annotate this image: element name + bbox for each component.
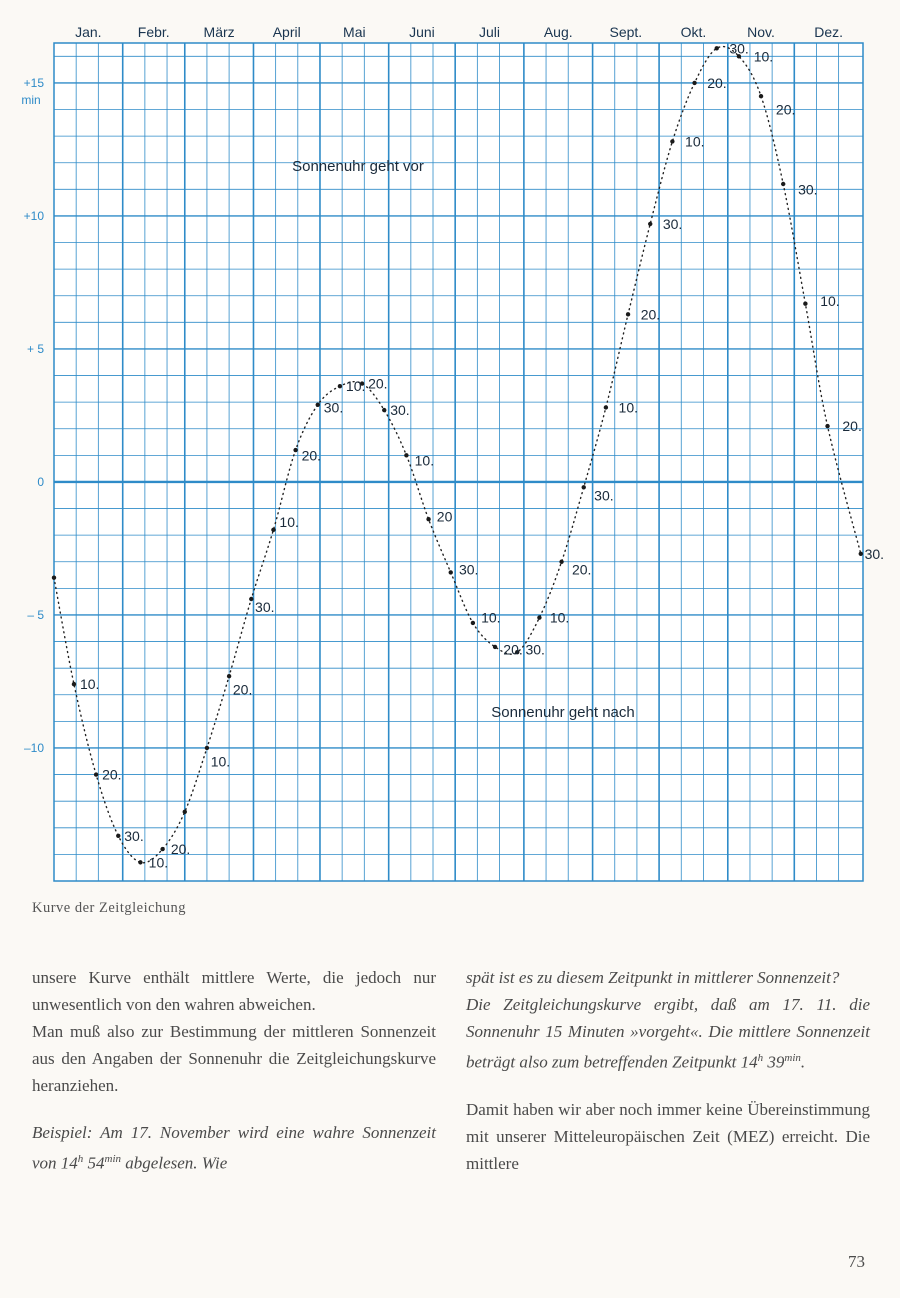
date-label: 30. [594, 487, 614, 504]
curve-point [859, 552, 863, 556]
example-min-unit: min [104, 1153, 122, 1165]
date-label: 20 [436, 508, 453, 525]
curve-point [316, 403, 320, 407]
date-label: 20. [102, 766, 122, 783]
curve-point [183, 810, 187, 814]
curve-point [249, 597, 253, 601]
curve-point [537, 615, 541, 619]
example-min-value: 54 [83, 1153, 105, 1173]
date-label: 30. [798, 181, 818, 198]
y-tick-label: –10 [23, 740, 44, 755]
date-label: 10. [210, 753, 231, 770]
date-label: 10. [753, 48, 774, 65]
date-label: 10. [549, 609, 570, 626]
date-label: 10. [148, 854, 169, 871]
curve-point [604, 405, 608, 409]
page-number: 73 [848, 1252, 865, 1271]
date-label: 30. [525, 641, 545, 658]
y-tick-label: +15 [23, 75, 44, 90]
right-column [466, 964, 870, 1177]
curve-point [493, 645, 497, 649]
month-label: Febr. [137, 24, 170, 40]
date-label: 20. [775, 101, 796, 118]
curve-point [138, 860, 142, 864]
month-label: Juli [479, 24, 501, 40]
month-label: Mai [343, 24, 366, 40]
question-paragraph: spät ist es zu diesem Zeitpunkt in mittlerer Sonnenzeit? [466, 968, 840, 987]
example-label: Beispiel: [32, 1123, 93, 1142]
y-tick-label: + 5 [26, 341, 44, 356]
date-label: 30. [458, 561, 479, 578]
curve-point [404, 453, 408, 457]
month-label: Sept. [609, 24, 643, 40]
curve-point [715, 46, 719, 50]
date-label: 30. [662, 215, 683, 232]
left-column [32, 964, 436, 1177]
curve-point [338, 384, 342, 388]
date-label: 10. [279, 513, 299, 530]
curve-point [692, 81, 696, 85]
curve-point [781, 182, 785, 186]
answer-min-unit: min [784, 1052, 801, 1064]
month-label: Dez. [814, 24, 844, 40]
annotation-ahead: Sonnenuhr geht vor [292, 158, 424, 175]
y-tick-labels [24, 76, 45, 755]
curve-point [426, 517, 430, 521]
curve-point [759, 94, 763, 98]
date-label: 10. [414, 452, 435, 469]
month-labels [75, 24, 843, 40]
paragraph-1: unsere Kurve enthält mittlere Werte, die jedoch nur unwesentlich von den wahren abweichen. [32, 968, 436, 1014]
answer-hours-unit: h [757, 1052, 764, 1064]
date-label: 20. [170, 841, 191, 858]
date-label: 30. [864, 545, 885, 562]
curve-point [271, 528, 275, 532]
y-unit-label: min [21, 93, 41, 107]
month-label: April [272, 24, 301, 40]
curve-point [825, 424, 829, 428]
month-label: Juni [409, 24, 435, 40]
example-paragraph [32, 1119, 436, 1177]
date-label: 10. [481, 609, 501, 626]
answer-end: . [800, 1052, 806, 1072]
annotation-behind: Sonnenuhr geht nach [491, 704, 635, 721]
date-label: 10. [618, 399, 639, 416]
curve-point [382, 408, 386, 412]
month-label: März [203, 24, 235, 40]
curve-point [116, 834, 120, 838]
date-label: 20. [707, 74, 727, 91]
date-label: 20. [640, 306, 661, 323]
date-label: 10. [820, 293, 840, 310]
y-tick-label: 0 [37, 474, 44, 489]
date-label: 30. [323, 399, 344, 416]
curve-point [449, 570, 453, 574]
date-label: 20. [368, 375, 388, 392]
curve-point [160, 847, 164, 851]
date-label: 20. [301, 447, 322, 464]
paragraph-3: Damit haben wir aber noch immer keine Übereinstimmung mit unserer Mitteleuropäischen Zeit (MEZ) erreicht. Die mittlere [466, 1099, 870, 1173]
month-label: Nov. [747, 24, 775, 40]
date-label: 20. [571, 561, 592, 578]
date-label: 20. [842, 418, 862, 435]
curve-point [648, 222, 652, 226]
curve-point [471, 621, 475, 625]
curve-point [626, 312, 630, 316]
month-label: Aug. [543, 24, 573, 40]
curve-point [227, 674, 231, 678]
date-label: 20. [232, 681, 253, 698]
date-label: 30. [255, 598, 275, 615]
date-label: 10. [685, 133, 705, 150]
month-label: Jan. [75, 24, 102, 40]
chart-frame [54, 43, 863, 881]
date-label: 30. [390, 402, 410, 419]
month-label: Okt. [680, 24, 707, 40]
date-label: 30. [124, 827, 144, 844]
curve-point [52, 576, 56, 580]
curve-point [72, 682, 76, 686]
figure-caption: Kurve der Zeitgleichung [32, 900, 187, 916]
paragraph-2: Man muß also zur Bestimmung der mittleren Sonnenzeit aus den Angaben der Sonnenuhr die Zeitgleichungskurve heranziehen. [32, 1022, 436, 1095]
y-tick-label: +10 [23, 208, 44, 223]
answer-paragraph [466, 991, 870, 1076]
curve-point [559, 560, 563, 564]
example-text: Am 17. November wird eine wahre Sonnenzeit von 14 [32, 1123, 436, 1173]
y-tick-label: – 5 [27, 607, 44, 622]
date-label: 10. [79, 676, 100, 693]
curve-point [94, 772, 98, 776]
curve-point [670, 139, 674, 143]
date-label: 20. [503, 641, 523, 658]
curve-point [803, 302, 807, 306]
example-tail: abgelesen. Wie [121, 1153, 228, 1173]
answer-text: Die Zeitgleichungskurve ergibt, daß am 17. 11. die Sonnenuhr 15 Minuten »vorgeht«. Die mittlere Sonnenzeit beträgt also zum betreffenden Zeitpunkt 14 [466, 995, 870, 1072]
example-hours-unit: h [77, 1153, 84, 1165]
curve-point [293, 448, 297, 452]
date-label: 10. [345, 378, 366, 395]
answer-min-value: 39 [763, 1052, 785, 1072]
curve-point [205, 746, 209, 750]
date-label: 30. [729, 40, 749, 57]
curve-point [582, 485, 586, 489]
